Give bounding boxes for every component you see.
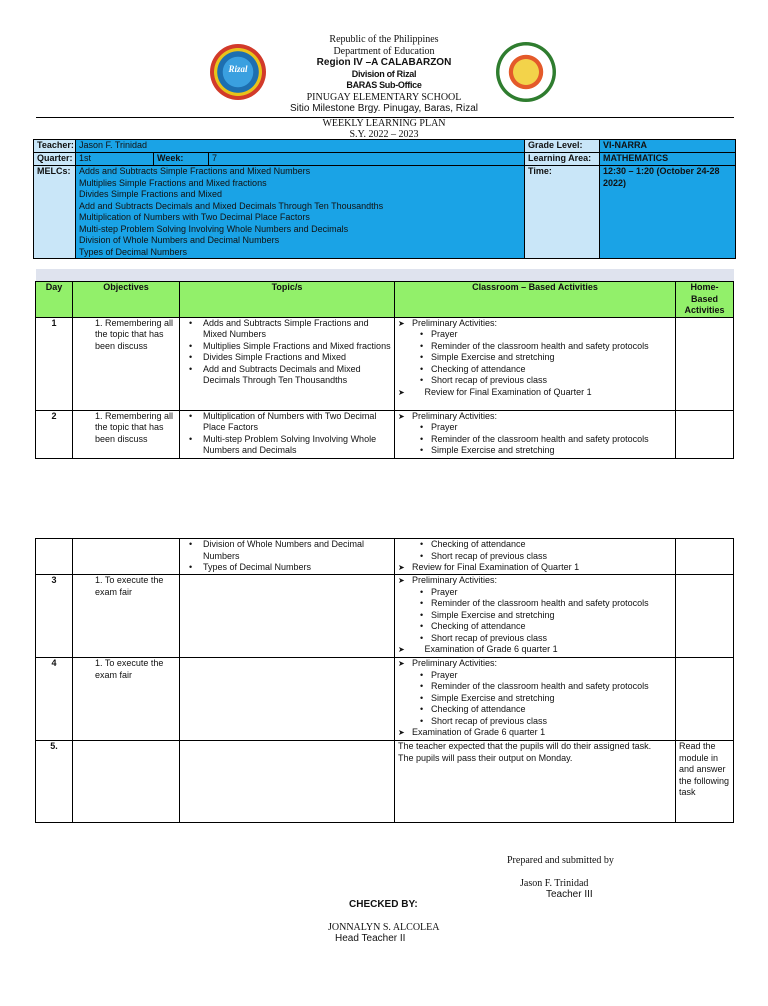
activity-item: • Reminder of the classroom health and safety protocols (398, 434, 672, 446)
col-home: Home-Based Activities (676, 282, 734, 318)
activity-item: • Short recap of previous class (398, 633, 672, 645)
activity-item: • Reminder of the classroom health and safety protocols (398, 341, 672, 353)
prelim-heading: ➤ Preliminary Activities: (398, 411, 672, 423)
day-number: 2 (36, 410, 73, 458)
header-region: Region IV –A CALABARZON (316, 57, 452, 68)
day-number: 5. (36, 741, 73, 823)
activity-item: • Prayer (398, 587, 672, 599)
activity-item: • Simple Exercise and stretching (398, 352, 672, 364)
prelim-heading: ➤ Preliminary Activities: (398, 575, 672, 587)
grade-value: VI-NARRA (600, 140, 736, 153)
quarter-label: Quarter: (34, 153, 76, 166)
col-classroom: Classroom – Based Activities (395, 282, 676, 318)
prelim-heading: ➤ Preliminary Activities: (398, 658, 672, 670)
activity-item: • Simple Exercise and stretching (398, 445, 672, 457)
melc-item: Multiplication of Numbers with Two Decimal Place Factors (79, 212, 310, 222)
activity-item: • Short recap of previous class (398, 375, 672, 387)
plan-table-page2 (35, 538, 734, 823)
table-row-day5 (36, 741, 734, 823)
plan-title: WEEKLY LEARNING PLAN (322, 118, 446, 129)
activity-item: • Prayer (398, 329, 672, 341)
checker-name: JONNALYN S. ALCOLEA (328, 922, 440, 933)
table-row-day1 (36, 317, 734, 410)
topics-cell (180, 658, 395, 741)
col-day: Day (36, 282, 73, 318)
day-number: 1 (36, 317, 73, 410)
classroom-cell (395, 741, 676, 823)
teacher-label: Teacher: (34, 140, 76, 153)
header-suboffice: BARAS Sub-Office (346, 80, 422, 90)
table-row-day4 (36, 658, 734, 741)
topic-item: • Types of Decimal Numbers (183, 562, 391, 574)
time-label: Time: (525, 166, 600, 259)
topic-item: • Multi-step Problem Solving Involving Whole Numbers and Decimals (183, 434, 391, 457)
melcs-list (76, 166, 525, 259)
table-row-day3 (36, 575, 734, 658)
classroom-cell (395, 575, 676, 658)
plan-title-block (0, 118, 768, 140)
topic-item: • Divides Simple Fractions and Mixed (183, 352, 391, 364)
section-spacer (36, 269, 734, 281)
classroom-note: The teacher expected that the pupils will do their assigned task. (398, 741, 652, 751)
activity-item: • Reminder of the classroom health and safety protocols (398, 681, 672, 693)
topic-item: • Add and Subtracts Decimals and Mixed Decimals Through Ten Thousandths (183, 364, 391, 387)
week-value: 7 (209, 153, 525, 166)
activity-item: • Simple Exercise and stretching (398, 610, 672, 622)
area-value: MATHEMATICS (600, 153, 736, 166)
activity-item: • Checking of attendance (398, 621, 672, 633)
classroom-note: The pupils will pass their output on Monday. (398, 752, 573, 763)
table-row-day2-cont (36, 539, 734, 575)
classroom-cell (395, 317, 676, 410)
topics-cell (180, 410, 395, 458)
classroom-cell (395, 539, 676, 575)
school-year: S.Y. 2022 – 2023 (349, 129, 419, 140)
time-value: 12:30 – 1:20 (October 24-28 2022) (600, 166, 736, 259)
checker-title: Head Teacher II (335, 933, 406, 944)
activity-item: • Prayer (398, 422, 672, 434)
week-label: Week: (154, 153, 209, 166)
activity-item: • Checking of attendance (398, 704, 672, 716)
closing-activity: ➤ Examination of Grade 6 quarter 1 (398, 644, 672, 656)
topic-item: • Multiplication of Numbers with Two Decimal Place Factors (183, 411, 391, 434)
closing-activity: ➤ Examination of Grade 6 quarter 1 (398, 727, 672, 739)
activity-item: • Checking of attendance (398, 364, 672, 376)
objective-cell (73, 741, 180, 823)
topic-item: • Multiplies Simple Fractions and Mixed fractions (183, 341, 391, 353)
closing-activity: ➤ Review for Final Examination of Quarter 1 (398, 387, 672, 399)
checked-label: CHECKED BY: (349, 899, 418, 910)
classroom-cell (395, 658, 676, 741)
melc-item: Multi-step Problem Solving Involving Whole Numbers and Decimals (79, 223, 349, 234)
topic-item: • Division of Whole Numbers and Decimal Numbers (183, 539, 391, 562)
closing-activity: ➤ Review for Final Examination of Quarter 1 (398, 562, 672, 574)
activity-item: • Reminder of the classroom health and safety protocols (398, 598, 672, 610)
objective-cell: 1. Remembering all the topic that has been discuss (73, 317, 180, 410)
melc-item: Adds and Subtracts Simple Fractions and Mixed Numbers (79, 166, 311, 176)
melc-item: Division of Whole Numbers and Decimal Numbers (79, 235, 280, 245)
activity-item: • Checking of attendance (398, 539, 672, 551)
teacher-value: Jason F. Trinidad (76, 140, 525, 153)
melcs-label: MELCs: (34, 166, 76, 259)
activity-item: • Prayer (398, 670, 672, 682)
home-cell (676, 575, 734, 658)
home-cell: Read the module in and answer the following task (676, 741, 734, 823)
day-number (36, 539, 73, 575)
info-table (33, 139, 736, 259)
col-objectives: Objectives (73, 282, 180, 318)
header-division: Division of Rizal (351, 68, 417, 79)
home-cell (676, 410, 734, 458)
table-row-day2 (36, 410, 734, 458)
prepared-label: Prepared and submitted by (507, 855, 614, 866)
home-cell (676, 317, 734, 410)
col-topics: Topic/s (180, 282, 395, 318)
topic-item: • Adds and Subtracts Simple Fractions and Mixed Numbers (183, 318, 391, 341)
topics-cell (180, 317, 395, 410)
preparer-title: Teacher III (546, 889, 593, 900)
objective-cell (73, 539, 180, 575)
day-number: 4 (36, 658, 73, 741)
document-header (0, 34, 768, 115)
objective-cell: 1. Remembering all the topic that has been discuss (73, 410, 180, 458)
header-department: Department of Education (333, 45, 435, 57)
header-school: PINUGAY ELEMENTARY SCHOOL (306, 91, 462, 103)
grade-label: Grade Level: (525, 140, 600, 153)
header-address: Sitio Milestone Brgy. Pinugay, Baras, Rizal (289, 103, 479, 114)
area-label: Learning Area: (525, 153, 600, 166)
melc-item: Types of Decimal Numbers (79, 246, 188, 257)
activity-item: • Simple Exercise and stretching (398, 693, 672, 705)
division-seal-text: Rizal (228, 64, 248, 74)
home-cell (676, 658, 734, 741)
topics-cell (180, 741, 395, 823)
activity-item: • Short recap of previous class (398, 716, 672, 728)
header-republic: Republic of the Philippines (329, 34, 439, 45)
melc-item: Multiplies Simple Fractions and Mixed fractions (79, 177, 267, 188)
topics-cell (180, 575, 395, 658)
activity-item: • Short recap of previous class (398, 551, 672, 563)
quarter-value: 1st (76, 153, 154, 166)
topics-cell (180, 539, 395, 575)
melc-item: Divides Simple Fractions and Mixed (79, 189, 223, 199)
classroom-cell (395, 410, 676, 458)
home-cell (676, 539, 734, 575)
plan-header-row (36, 282, 734, 318)
preparer-name: Jason F. Trinidad (520, 878, 589, 889)
prelim-heading: ➤ Preliminary Activities: (398, 318, 672, 330)
plan-table-page1 (35, 281, 734, 459)
objective-cell: 1. To execute the exam fair (73, 575, 180, 658)
objective-cell: 1. To execute the exam fair (73, 658, 180, 741)
day-number: 3 (36, 575, 73, 658)
melc-item: Add and Subtracts Decimals and Mixed Decimals Through Ten Thousandths (79, 200, 384, 211)
